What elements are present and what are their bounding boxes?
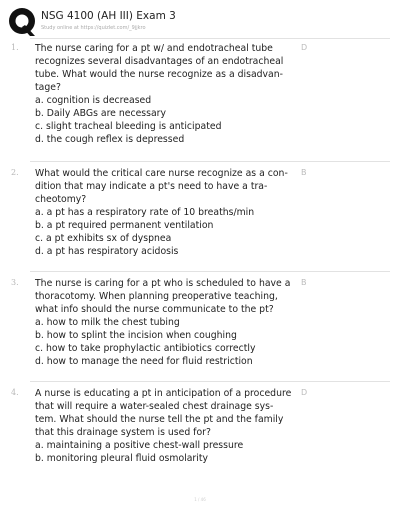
question-line: what info should the nurse communicate to the pt? bbox=[35, 304, 274, 315]
question-number: 2. bbox=[11, 168, 19, 177]
answer-option-a: a. how to milk the chest tubing bbox=[35, 317, 180, 328]
document-subtitle: Study online at https://quizlet.com/_9jjkro bbox=[41, 25, 146, 31]
answer-option-b: b. Daily ABGs are necessary bbox=[35, 108, 167, 119]
answer-option-c: c. how to take prophylactic antibiotics correctly bbox=[35, 343, 256, 354]
answer-option-b: b. a pt required permanent ventilation bbox=[35, 220, 214, 231]
question-number: 3. bbox=[11, 278, 19, 287]
question-line: tube. What would the nurse recognize as a disadvan- bbox=[35, 69, 284, 80]
question-body bbox=[35, 42, 297, 146]
question-line: The nurse caring for a pt w/ and endotracheal tube bbox=[35, 43, 273, 54]
answer-option-a: a. maintaining a positive chest-wall pressure bbox=[35, 440, 244, 451]
answer-option-a: a. cognition is decreased bbox=[35, 95, 152, 106]
question-number: 4. bbox=[11, 388, 19, 397]
answer-mark: D bbox=[301, 388, 308, 397]
question-line: that this drainage system is used for? bbox=[35, 427, 211, 438]
answer-option-b: b. how to splint the incision when coughing bbox=[35, 330, 237, 341]
question-number: 1. bbox=[11, 43, 19, 52]
question-line: tem. What should the nurse tell the pt and the family bbox=[35, 414, 284, 425]
question-divider bbox=[30, 271, 390, 272]
quizlet-logo-icon bbox=[8, 7, 38, 37]
question-line: cheotomy? bbox=[35, 194, 87, 205]
answer-option-d: d. a pt has respiratory acidosis bbox=[35, 246, 179, 257]
document-header bbox=[8, 7, 392, 39]
answer-option-b: b. monitoring pleural fluid osmolarity bbox=[35, 453, 208, 464]
document-title: NSG 4100 (AH III) Exam 3 bbox=[41, 10, 176, 22]
answer-option-a: a. a pt has a respiratory rate of 10 breaths/min bbox=[35, 207, 255, 218]
question-line: thoracotomy. When planning preoperative teaching, bbox=[35, 291, 278, 302]
question-line: dition that may indicate a pt's need to have a tra- bbox=[35, 181, 268, 192]
question-line: recognizes several disadvantages of an endotracheal bbox=[35, 56, 284, 67]
answer-option-c: c. slight tracheal bleeding is anticipated bbox=[35, 121, 222, 132]
page-number: 1 / 46 bbox=[194, 497, 206, 502]
answer-option-d: d. how to manage the need for fluid restriction bbox=[35, 356, 253, 367]
question-divider bbox=[30, 161, 390, 162]
answer-option-d: d. the cough reflex is depressed bbox=[35, 134, 185, 145]
question-divider bbox=[30, 381, 390, 382]
question-body bbox=[35, 277, 297, 368]
question-line: A nurse is educating a pt in anticipation of a procedure bbox=[35, 388, 292, 399]
answer-mark: B bbox=[301, 168, 307, 177]
question-line: What would the critical care nurse recognize as a con- bbox=[35, 168, 288, 179]
question-line: The nurse is caring for a pt who is scheduled to have a bbox=[35, 278, 291, 289]
header-divider bbox=[30, 38, 390, 39]
question-body bbox=[35, 387, 297, 465]
answer-mark: B bbox=[301, 278, 307, 287]
answer-option-c: c. a pt exhibits sx of dyspnea bbox=[35, 233, 172, 244]
answer-mark: D bbox=[301, 43, 308, 52]
question-line: tage? bbox=[35, 82, 61, 93]
question-body bbox=[35, 167, 297, 258]
question-line: that will require a water-sealed chest drainage sys- bbox=[35, 401, 274, 412]
